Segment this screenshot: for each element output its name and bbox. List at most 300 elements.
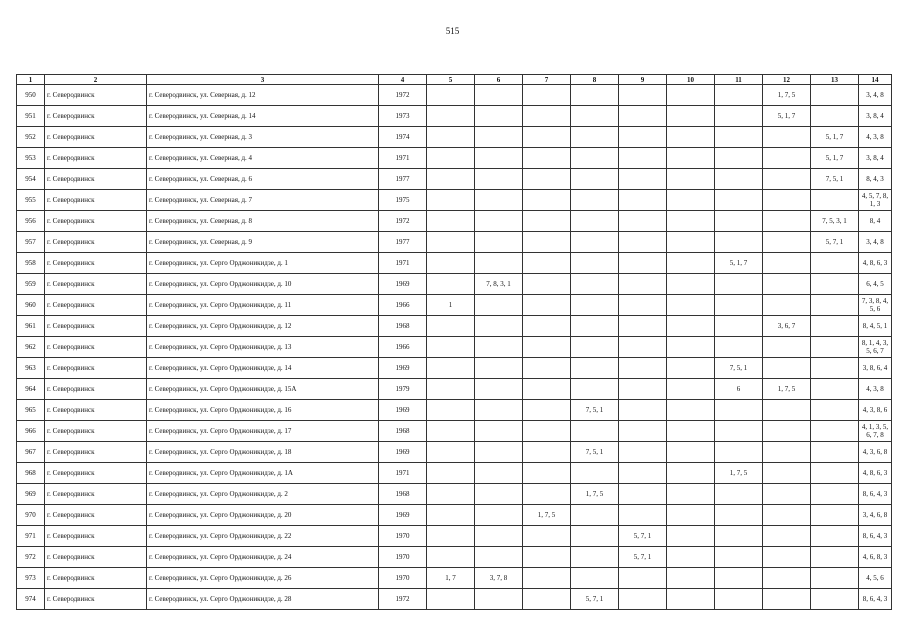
col14-cell: 3, 4, 8 xyxy=(859,232,892,253)
row-number: 972 xyxy=(17,547,45,568)
city-cell: г. Северодвинск xyxy=(45,232,147,253)
address-cell: г. Северодвинск, ул. Серго Орджоникидзе, д. 12 xyxy=(147,316,379,337)
table-row xyxy=(17,211,892,232)
col9-cell xyxy=(619,148,667,169)
year-cell: 1972 xyxy=(379,85,427,106)
col13-cell xyxy=(811,274,859,295)
city-cell: г. Северодвинск xyxy=(45,421,147,442)
table-row xyxy=(17,526,892,547)
col14-cell: 3, 4, 8 xyxy=(859,85,892,106)
col13-cell xyxy=(811,400,859,421)
col9-cell xyxy=(619,358,667,379)
row-number: 955 xyxy=(17,190,45,211)
col8-cell xyxy=(571,274,619,295)
col12-cell xyxy=(763,211,811,232)
col7-cell xyxy=(523,169,571,190)
address-cell: г. Северодвинск, ул. Серго Орджоникидзе, д. 1А xyxy=(147,463,379,484)
col5-cell xyxy=(427,505,475,526)
col8-cell xyxy=(571,358,619,379)
city-cell: г. Северодвинск xyxy=(45,316,147,337)
row-number: 959 xyxy=(17,274,45,295)
table-row xyxy=(17,589,892,610)
city-cell: г. Северодвинск xyxy=(45,190,147,211)
city-cell: г. Северодвинск xyxy=(45,127,147,148)
col13-cell: 7, 5, 1 xyxy=(811,169,859,190)
col5-cell xyxy=(427,358,475,379)
col9-cell xyxy=(619,295,667,316)
col7-cell xyxy=(523,190,571,211)
col9-cell xyxy=(619,568,667,589)
col8-cell xyxy=(571,211,619,232)
address-cell: г. Северодвинск, ул. Серго Орджоникидзе, д. 2 xyxy=(147,484,379,505)
address-cell: г. Северодвинск, ул. Серго Орджоникидзе, д. 22 xyxy=(147,526,379,547)
col6-cell xyxy=(475,316,523,337)
col9-cell xyxy=(619,106,667,127)
year-cell: 1971 xyxy=(379,253,427,274)
col7-cell xyxy=(523,85,571,106)
row-number: 971 xyxy=(17,526,45,547)
col10-cell xyxy=(667,253,715,274)
col6-cell xyxy=(475,148,523,169)
col10-cell xyxy=(667,589,715,610)
col9-cell xyxy=(619,379,667,400)
col6-cell xyxy=(475,547,523,568)
col10-cell xyxy=(667,463,715,484)
col12-cell xyxy=(763,547,811,568)
col8-cell xyxy=(571,232,619,253)
table-row xyxy=(17,463,892,484)
col6-cell xyxy=(475,253,523,274)
col7-cell xyxy=(523,484,571,505)
col11-cell xyxy=(715,568,763,589)
col11-cell xyxy=(715,190,763,211)
col6-cell xyxy=(475,337,523,358)
col10-cell xyxy=(667,127,715,148)
col8-cell xyxy=(571,106,619,127)
col12-cell xyxy=(763,274,811,295)
col10-cell xyxy=(667,295,715,316)
col12-cell xyxy=(763,484,811,505)
year-cell: 1972 xyxy=(379,589,427,610)
row-number: 968 xyxy=(17,463,45,484)
row-number: 950 xyxy=(17,85,45,106)
col7-cell xyxy=(523,337,571,358)
col9-cell xyxy=(619,400,667,421)
col10-cell xyxy=(667,274,715,295)
col12-cell xyxy=(763,148,811,169)
address-cell: г. Северодвинск, ул. Северная, д. 12 xyxy=(147,85,379,106)
col6-cell xyxy=(475,526,523,547)
table-row xyxy=(17,337,892,358)
table-row xyxy=(17,358,892,379)
row-number: 963 xyxy=(17,358,45,379)
col11-cell xyxy=(715,148,763,169)
row-number: 951 xyxy=(17,106,45,127)
col12-cell xyxy=(763,400,811,421)
col7-cell xyxy=(523,421,571,442)
col12-cell xyxy=(763,526,811,547)
column-header-2: 2 xyxy=(45,75,147,85)
col6-cell xyxy=(475,106,523,127)
col6-cell xyxy=(475,232,523,253)
col12-cell xyxy=(763,358,811,379)
col13-cell xyxy=(811,295,859,316)
year-cell: 1968 xyxy=(379,316,427,337)
col5-cell xyxy=(427,442,475,463)
table-row xyxy=(17,106,892,127)
column-header-6: 6 xyxy=(475,75,523,85)
table-row xyxy=(17,190,892,211)
col7-cell: 1, 7, 5 xyxy=(523,505,571,526)
col13-cell xyxy=(811,547,859,568)
col13-cell: 5, 1, 7 xyxy=(811,148,859,169)
col5-cell xyxy=(427,316,475,337)
address-cell: г. Северодвинск, ул. Северная, д. 9 xyxy=(147,232,379,253)
column-header-4: 4 xyxy=(379,75,427,85)
col14-cell: 8, 6, 4, 3 xyxy=(859,589,892,610)
table-row xyxy=(17,547,892,568)
col10-cell xyxy=(667,421,715,442)
col13-cell xyxy=(811,463,859,484)
col6-cell: 7, 8, 3, 1 xyxy=(475,274,523,295)
col5-cell xyxy=(427,526,475,547)
col9-cell xyxy=(619,253,667,274)
col12-cell xyxy=(763,232,811,253)
city-cell: г. Северодвинск xyxy=(45,253,147,274)
column-header-1: 1 xyxy=(17,75,45,85)
col9-cell xyxy=(619,589,667,610)
year-cell: 1972 xyxy=(379,211,427,232)
year-cell: 1969 xyxy=(379,358,427,379)
col14-cell: 4, 3, 6, 8 xyxy=(859,442,892,463)
col9-cell xyxy=(619,190,667,211)
col5-cell xyxy=(427,127,475,148)
col11-cell xyxy=(715,526,763,547)
col6-cell xyxy=(475,295,523,316)
col8-cell xyxy=(571,190,619,211)
col14-cell: 8, 4, 5, 1 xyxy=(859,316,892,337)
col14-cell: 7, 3, 8, 4, 5, 6 xyxy=(859,295,892,316)
col5-cell xyxy=(427,379,475,400)
col7-cell xyxy=(523,127,571,148)
row-number: 962 xyxy=(17,337,45,358)
col14-cell: 3, 8, 4 xyxy=(859,106,892,127)
year-cell: 1969 xyxy=(379,505,427,526)
col14-cell: 4, 3, 8 xyxy=(859,379,892,400)
col8-cell xyxy=(571,253,619,274)
column-header-8: 8 xyxy=(571,75,619,85)
address-cell: г. Северодвинск, ул. Серго Орджоникидзе, д. 11 xyxy=(147,295,379,316)
col8-cell xyxy=(571,505,619,526)
col13-cell: 7, 5, 3, 1 xyxy=(811,211,859,232)
column-header-3: 3 xyxy=(147,75,379,85)
col12-cell: 5, 1, 7 xyxy=(763,106,811,127)
col5-cell xyxy=(427,106,475,127)
table-row xyxy=(17,169,892,190)
col5-cell xyxy=(427,169,475,190)
col6-cell: 3, 7, 8 xyxy=(475,568,523,589)
address-cell: г. Северодвинск, ул. Северная, д. 4 xyxy=(147,148,379,169)
col11-cell xyxy=(715,484,763,505)
col7-cell xyxy=(523,400,571,421)
col7-cell xyxy=(523,589,571,610)
col11-cell: 1, 7, 5 xyxy=(715,463,763,484)
table-row xyxy=(17,505,892,526)
col12-cell xyxy=(763,169,811,190)
col11-cell xyxy=(715,106,763,127)
address-cell: г. Северодвинск, ул. Северная, д. 8 xyxy=(147,211,379,232)
city-cell: г. Северодвинск xyxy=(45,148,147,169)
col5-cell xyxy=(427,400,475,421)
col10-cell xyxy=(667,484,715,505)
col9-cell xyxy=(619,484,667,505)
city-cell: г. Северодвинск xyxy=(45,568,147,589)
col6-cell xyxy=(475,463,523,484)
col6-cell xyxy=(475,379,523,400)
col9-cell xyxy=(619,421,667,442)
col11-cell xyxy=(715,400,763,421)
col14-cell: 4, 6, 8, 3 xyxy=(859,547,892,568)
column-header-10: 10 xyxy=(667,75,715,85)
col10-cell xyxy=(667,526,715,547)
col8-cell: 7, 5, 1 xyxy=(571,442,619,463)
year-cell: 1969 xyxy=(379,400,427,421)
col9-cell xyxy=(619,211,667,232)
city-cell: г. Северодвинск xyxy=(45,211,147,232)
column-header-9: 9 xyxy=(619,75,667,85)
col13-cell xyxy=(811,442,859,463)
col9-cell: 5, 7, 1 xyxy=(619,526,667,547)
table-row xyxy=(17,379,892,400)
table-row xyxy=(17,442,892,463)
col10-cell xyxy=(667,442,715,463)
col8-cell xyxy=(571,85,619,106)
city-cell: г. Северодвинск xyxy=(45,295,147,316)
col8-cell xyxy=(571,316,619,337)
col10-cell xyxy=(667,211,715,232)
address-cell: г. Северодвинск, ул. Серго Орджоникидзе, д. 16 xyxy=(147,400,379,421)
table-row xyxy=(17,85,892,106)
col7-cell xyxy=(523,547,571,568)
col11-cell xyxy=(715,547,763,568)
address-cell: г. Северодвинск, ул. Серго Орджоникидзе, д. 1 xyxy=(147,253,379,274)
col14-cell: 8, 4, 3 xyxy=(859,169,892,190)
col6-cell xyxy=(475,85,523,106)
column-header-11: 11 xyxy=(715,75,763,85)
col12-cell xyxy=(763,463,811,484)
col13-cell xyxy=(811,526,859,547)
col11-cell xyxy=(715,505,763,526)
row-number: 967 xyxy=(17,442,45,463)
col13-cell xyxy=(811,106,859,127)
col14-cell: 3, 8, 6, 4 xyxy=(859,358,892,379)
row-number: 960 xyxy=(17,295,45,316)
col6-cell xyxy=(475,127,523,148)
col10-cell xyxy=(667,316,715,337)
city-cell: г. Северодвинск xyxy=(45,442,147,463)
col6-cell xyxy=(475,442,523,463)
table-row xyxy=(17,295,892,316)
col14-cell: 4, 5, 7, 8, 1, 3 xyxy=(859,190,892,211)
row-number: 954 xyxy=(17,169,45,190)
col13-cell xyxy=(811,568,859,589)
col11-cell xyxy=(715,211,763,232)
col10-cell xyxy=(667,232,715,253)
city-cell: г. Северодвинск xyxy=(45,106,147,127)
row-number: 964 xyxy=(17,379,45,400)
column-header-13: 13 xyxy=(811,75,859,85)
year-cell: 1966 xyxy=(379,337,427,358)
col13-cell xyxy=(811,190,859,211)
col12-cell xyxy=(763,589,811,610)
col7-cell xyxy=(523,253,571,274)
year-cell: 1968 xyxy=(379,484,427,505)
city-cell: г. Северодвинск xyxy=(45,169,147,190)
city-cell: г. Северодвинск xyxy=(45,274,147,295)
col10-cell xyxy=(667,190,715,211)
col5-cell xyxy=(427,253,475,274)
col10-cell xyxy=(667,505,715,526)
col9-cell xyxy=(619,232,667,253)
address-cell: г. Северодвинск, ул. Серго Орджоникидзе, д. 28 xyxy=(147,589,379,610)
col14-cell: 3, 8, 4 xyxy=(859,148,892,169)
col10-cell xyxy=(667,169,715,190)
col11-cell xyxy=(715,169,763,190)
col13-cell xyxy=(811,421,859,442)
col5-cell xyxy=(427,274,475,295)
city-cell: г. Северодвинск xyxy=(45,484,147,505)
col6-cell xyxy=(475,421,523,442)
registry-table xyxy=(16,74,892,610)
col10-cell xyxy=(667,379,715,400)
col5-cell xyxy=(427,337,475,358)
col9-cell xyxy=(619,505,667,526)
address-cell: г. Северодвинск, ул. Северная, д. 14 xyxy=(147,106,379,127)
table-row xyxy=(17,253,892,274)
year-cell: 1979 xyxy=(379,379,427,400)
column-header-5: 5 xyxy=(427,75,475,85)
col5-cell xyxy=(427,589,475,610)
city-cell: г. Северодвинск xyxy=(45,379,147,400)
col12-cell xyxy=(763,442,811,463)
col7-cell xyxy=(523,148,571,169)
table-row xyxy=(17,484,892,505)
col12-cell xyxy=(763,337,811,358)
col11-cell xyxy=(715,337,763,358)
address-cell: г. Северодвинск, ул. Серго Орджоникидзе, д. 26 xyxy=(147,568,379,589)
year-cell: 1974 xyxy=(379,127,427,148)
col7-cell xyxy=(523,379,571,400)
column-header-12: 12 xyxy=(763,75,811,85)
table-row xyxy=(17,400,892,421)
col5-cell xyxy=(427,190,475,211)
header-row xyxy=(17,75,892,85)
col10-cell xyxy=(667,358,715,379)
col12-cell xyxy=(763,505,811,526)
col11-cell xyxy=(715,85,763,106)
col8-cell: 1, 7, 5 xyxy=(571,484,619,505)
address-cell: г. Северодвинск, ул. Серго Орджоникидзе, д. 14 xyxy=(147,358,379,379)
city-cell: г. Северодвинск xyxy=(45,589,147,610)
year-cell: 1969 xyxy=(379,274,427,295)
col7-cell xyxy=(523,106,571,127)
city-cell: г. Северодвинск xyxy=(45,358,147,379)
row-number: 958 xyxy=(17,253,45,274)
col13-cell xyxy=(811,484,859,505)
col5-cell xyxy=(427,211,475,232)
col5-cell xyxy=(427,421,475,442)
col5-cell xyxy=(427,148,475,169)
year-cell: 1968 xyxy=(379,421,427,442)
col7-cell xyxy=(523,526,571,547)
col8-cell xyxy=(571,568,619,589)
col13-cell xyxy=(811,253,859,274)
col6-cell xyxy=(475,505,523,526)
col14-cell: 8, 6, 4, 3 xyxy=(859,484,892,505)
col14-cell: 8, 6, 4, 3 xyxy=(859,526,892,547)
col5-cell xyxy=(427,85,475,106)
row-number: 966 xyxy=(17,421,45,442)
col6-cell xyxy=(475,211,523,232)
year-cell: 1975 xyxy=(379,190,427,211)
row-number: 974 xyxy=(17,589,45,610)
col13-cell xyxy=(811,316,859,337)
col9-cell xyxy=(619,463,667,484)
col11-cell xyxy=(715,316,763,337)
col8-cell: 7, 5, 1 xyxy=(571,400,619,421)
col7-cell xyxy=(523,295,571,316)
year-cell: 1969 xyxy=(379,442,427,463)
col13-cell xyxy=(811,379,859,400)
col10-cell xyxy=(667,337,715,358)
city-cell: г. Северодвинск xyxy=(45,547,147,568)
column-header-7: 7 xyxy=(523,75,571,85)
col11-cell xyxy=(715,295,763,316)
row-number: 961 xyxy=(17,316,45,337)
table-row xyxy=(17,568,892,589)
year-cell: 1971 xyxy=(379,148,427,169)
col12-cell xyxy=(763,421,811,442)
city-cell: г. Северодвинск xyxy=(45,505,147,526)
col8-cell xyxy=(571,295,619,316)
row-number: 970 xyxy=(17,505,45,526)
city-cell: г. Северодвинск xyxy=(45,400,147,421)
address-cell: г. Северодвинск, ул. Северная, д. 7 xyxy=(147,190,379,211)
col11-cell xyxy=(715,442,763,463)
table-row xyxy=(17,127,892,148)
col9-cell xyxy=(619,85,667,106)
year-cell: 1973 xyxy=(379,106,427,127)
col7-cell xyxy=(523,316,571,337)
col13-cell xyxy=(811,589,859,610)
col5-cell: 1 xyxy=(427,295,475,316)
table-row xyxy=(17,274,892,295)
col12-cell xyxy=(763,568,811,589)
col13-cell xyxy=(811,337,859,358)
address-cell: г. Северодвинск, ул. Серго Орджоникидзе, д. 17 xyxy=(147,421,379,442)
year-cell: 1970 xyxy=(379,547,427,568)
col9-cell xyxy=(619,316,667,337)
col14-cell: 4, 5, 6 xyxy=(859,568,892,589)
col14-cell: 8, 1, 4, 3, 5, 6, 7 xyxy=(859,337,892,358)
col10-cell xyxy=(667,148,715,169)
col7-cell xyxy=(523,568,571,589)
col7-cell xyxy=(523,232,571,253)
col10-cell xyxy=(667,85,715,106)
address-cell: г. Северодвинск, ул. Серго Орджоникидзе, д. 20 xyxy=(147,505,379,526)
row-number: 956 xyxy=(17,211,45,232)
col9-cell xyxy=(619,442,667,463)
